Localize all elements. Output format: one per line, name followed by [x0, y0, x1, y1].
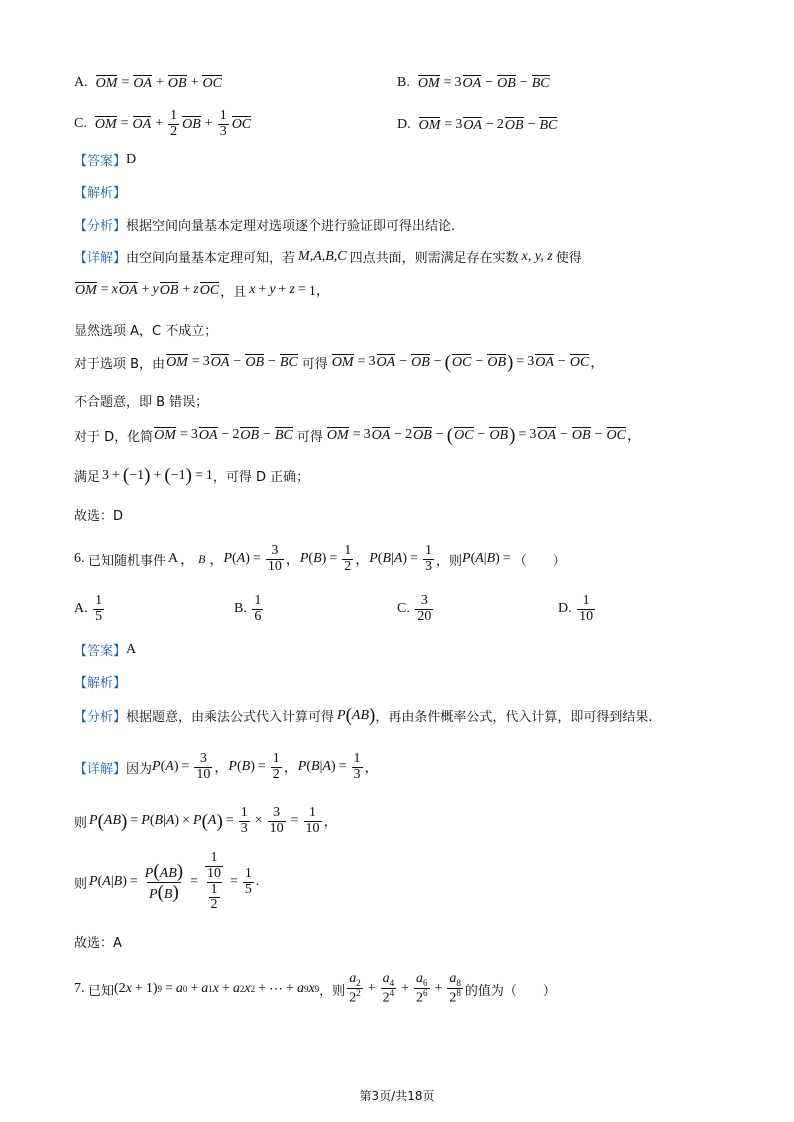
answer-paren: （ ） [513, 553, 566, 569]
vec-om: OM [326, 427, 349, 443]
vec-bc: BC [539, 117, 558, 133]
text-line: 不合题意，即 B 错误； [74, 395, 209, 410]
vec-ob: OB [487, 354, 507, 370]
fenxi-text: ，再由条件概率公式，代入计算，即可得到结果. [375, 710, 653, 725]
conclusion-text: 故选：D [74, 509, 124, 524]
xiangjie-text: 由空间向量基本定理可知，若 [126, 251, 296, 266]
fenxi-tag: 【分析】 [74, 219, 127, 234]
q6-answer [74, 640, 136, 659]
vec-ob: OB [159, 282, 179, 298]
math-xyz: x, y, z [521, 248, 553, 264]
option-label: A. [74, 75, 88, 90]
stem-text: 已知 [88, 983, 115, 999]
xiangjie-tag: 【详解】 [74, 251, 127, 266]
vec-ob: OB [413, 427, 432, 443]
option-label: C. [74, 116, 87, 131]
text-line: 对于 D，化简 [74, 429, 154, 445]
vec-oc: OC [451, 354, 472, 370]
vec-om: OM [75, 282, 97, 298]
vec-om: OM [154, 427, 176, 443]
fenxi-text: 根据空间向量基本定理对选项逐个进行验证即可得出结论. [126, 219, 456, 234]
q5-line-b-wrong [74, 391, 208, 410]
fraction: $\frac{1}{10}$ [579, 593, 594, 624]
xiangjie-text: 因为 [126, 761, 153, 777]
q6-xiangjie: 【详解】 因为 P ( A ) = $\frac{3}{10}$ ， P ( B ) = $\frac{1}{2}$ ， P ( B | A ) = $\frac{1}{3}$ ， [74, 751, 379, 782]
text-line: 对于选项 B，由 [74, 356, 166, 372]
q5-option-d: D. OM = 3 OA − 2 OB − BC [397, 117, 558, 133]
q6-stem: 6. 已知随机事件 A ， B ， P ( A ) = $\frac{3}{10}$ ， P ( B ) = $\frac{1}{2}$ ， P ( B | A ) = $\frac{1}{3}$ ，则 P ( A | B ) = （ ） [74, 543, 566, 574]
vec-oa: OA [535, 354, 554, 370]
jiexi-tag: 【解析】 [74, 676, 127, 691]
vec-om: OM [166, 354, 188, 370]
fraction: $\frac{1}{5}$ [95, 593, 103, 624]
text-line: ，可得 D 正确； [212, 470, 310, 485]
xiangjie-text: 使得 [555, 251, 582, 266]
option-label: D. [558, 601, 572, 617]
vec-ob: OB [411, 354, 430, 370]
text-ze: 则 [74, 876, 88, 892]
conclusion-text: 故选：A [74, 936, 122, 951]
vec-bc: BC [531, 75, 550, 91]
fenxi-tag: 【分析】 [74, 710, 127, 725]
vec-om: OM [95, 75, 118, 91]
vec-ob: OB [571, 427, 591, 443]
vec-oc: OC [199, 282, 220, 298]
vec-om: OM [94, 116, 117, 132]
q5-jiexi [74, 182, 126, 201]
q5-line-d: 对于 D，化简 OM = 3 OA − 2 OB − BC 可得 OM = 3 OA − 2 OB − ( OC − OB ) = 3 OA − OB − OC ， [74, 424, 641, 446]
math-sum: x [249, 282, 256, 297]
q5-option-a: A. OM = OA + OB + OC [74, 75, 222, 91]
q5-conclusion [74, 505, 123, 524]
math-var: y [152, 282, 159, 297]
vec-ob: OB [182, 116, 201, 132]
q6-option-c [397, 594, 435, 624]
q5-line-satisfy: 满足 3 + ( −1 ) + ( −1 ) = 1 ，可得 D 正确； [74, 465, 310, 486]
q5-answer [74, 150, 136, 169]
q6-option-d [558, 594, 597, 624]
text-line: 显然选项 A，C 不成立； [74, 324, 218, 339]
q6-fenxi: 【分析】 根据题意，由乘法公式代入计算可得 P ( AB ) ，再由条件概率公式，代入计算，即可得到结果. [74, 705, 653, 726]
math-points: M,A,B,C [298, 248, 347, 264]
vec-oc: OC [454, 427, 474, 443]
text-line: 满足 [74, 470, 101, 485]
text-qie: ，且 [220, 284, 247, 300]
q5-line-ac [74, 320, 217, 339]
fraction: $\frac{3}{20}$ [417, 593, 432, 624]
fraction: $\frac{1}{3}$ [219, 107, 227, 139]
text-line: 可得 [296, 429, 323, 445]
q6-option-a [74, 594, 106, 624]
option-label: B. [234, 601, 247, 617]
option-label: D. [397, 117, 411, 132]
page-footer: 第3页/共18页 [359, 1089, 435, 1103]
option-label: A. [74, 601, 88, 617]
option-label: C. [397, 601, 410, 617]
vec-oa: OA [376, 354, 396, 370]
answer-tag: 【答案】 [74, 644, 127, 659]
q6-calc-pagb: 则 P ( A | B ) = $\frac{P(AB)}{P(B)}$ = $\frac{\frac{1}{10}}{\frac{1}{2}}$ = $\frac{1}{5}$ . [74, 850, 260, 913]
vec-oa: OA [371, 427, 391, 443]
vec-oa: OA [210, 354, 230, 370]
q5-fenxi [74, 215, 455, 234]
vec-ob: OB [245, 354, 264, 370]
q5-formula-om: OM = x OA + y OB + z OC ，且 x + y + z = 1， [75, 282, 330, 300]
vec-oa: OA [537, 427, 557, 443]
vec-ob: OB [167, 75, 187, 91]
vec-bc: BC [275, 427, 293, 443]
vec-bc: BC [279, 354, 298, 370]
vec-oc: OC [202, 75, 222, 91]
answer-tag: 【答案】 [74, 154, 127, 169]
vec-ob: OB [504, 117, 524, 133]
option-label: B. [397, 75, 410, 90]
fraction: $\frac{1}{2}$ [170, 107, 178, 139]
q5-option-c: C. OM = OA + $\frac{1}{2}$ OB + $\frac{1}{3}$ OC [74, 107, 252, 139]
math-var: z [193, 282, 199, 297]
text-ze: 则 [74, 815, 88, 831]
question-number: 7. [74, 981, 85, 997]
q6-option-b [234, 594, 265, 624]
vec-om: OM [417, 75, 440, 91]
vec-om: OM [331, 354, 354, 370]
text-line: 可得 [301, 356, 328, 372]
stem-text: 已知随机事件 [88, 553, 167, 569]
xiangjie-text: 四点共面，则需满足存在实数 [349, 251, 519, 266]
q6-jiexi [74, 672, 126, 691]
stem-text: ，则 [435, 553, 462, 569]
vec-oa: OA [198, 427, 218, 443]
fraction: $\frac{1}{6}$ [254, 593, 262, 624]
xiangjie-tag: 【详解】 [74, 761, 127, 777]
vec-oc: OC [231, 116, 252, 132]
answer-value: A [126, 641, 137, 657]
math-var: x [111, 282, 118, 297]
stem-text: ，则 [319, 983, 346, 999]
q5-line-b: 对于选项 B，由 OM = 3 OA − OB − BC 可得 OM = 3 OA − OB − ( OC − OB ) = 3 OA − OC ， [74, 351, 605, 373]
vec-oa: OA [463, 117, 482, 133]
stem-text: 的值为（ ） [464, 983, 556, 999]
q5-option-b: B. OM = 3 OA − OB − BC [397, 75, 550, 91]
question-number: 6. [74, 551, 85, 567]
vec-ob: OB [240, 427, 260, 443]
vec-oa: OA [118, 282, 138, 298]
answer-value: D [126, 151, 137, 167]
vec-om: OM [418, 117, 441, 133]
vec-oa: OA [132, 116, 152, 132]
vec-oa: OA [462, 75, 482, 91]
vec-oa: OA [133, 75, 152, 91]
vec-ob: OB [489, 427, 509, 443]
vec-oc: OC [569, 354, 590, 370]
vec-oc: OC [606, 427, 626, 443]
q7-stem: 7. 已知 (2 x + 1) 9 = a 0 + a 1 x + a 2 x 2 + ⋯ + a 9 x 9 ，则 $\frac{a_2}{2^2}$ + $\frac{a_4}{2^4}$ + $\frac{a_6}{2^6}$ + $\frac{a_8}{2^8}$ 的值为（ ） [74, 971, 556, 1006]
q6-calc-pab: 则 P ( AB ) = P ( B | A ) × P ( A ) = $\frac{1}{3}$ × $\frac{3}{10}$ = $\frac{1}{10}$ ， [74, 805, 338, 836]
jiexi-tag: 【解析】 [74, 186, 127, 201]
fenxi-text: 根据题意，由乘法公式代入计算可得 [126, 710, 335, 725]
q5-xiangjie [74, 247, 582, 266]
q6-conclusion [74, 932, 122, 951]
vec-ob: OB [497, 75, 516, 91]
